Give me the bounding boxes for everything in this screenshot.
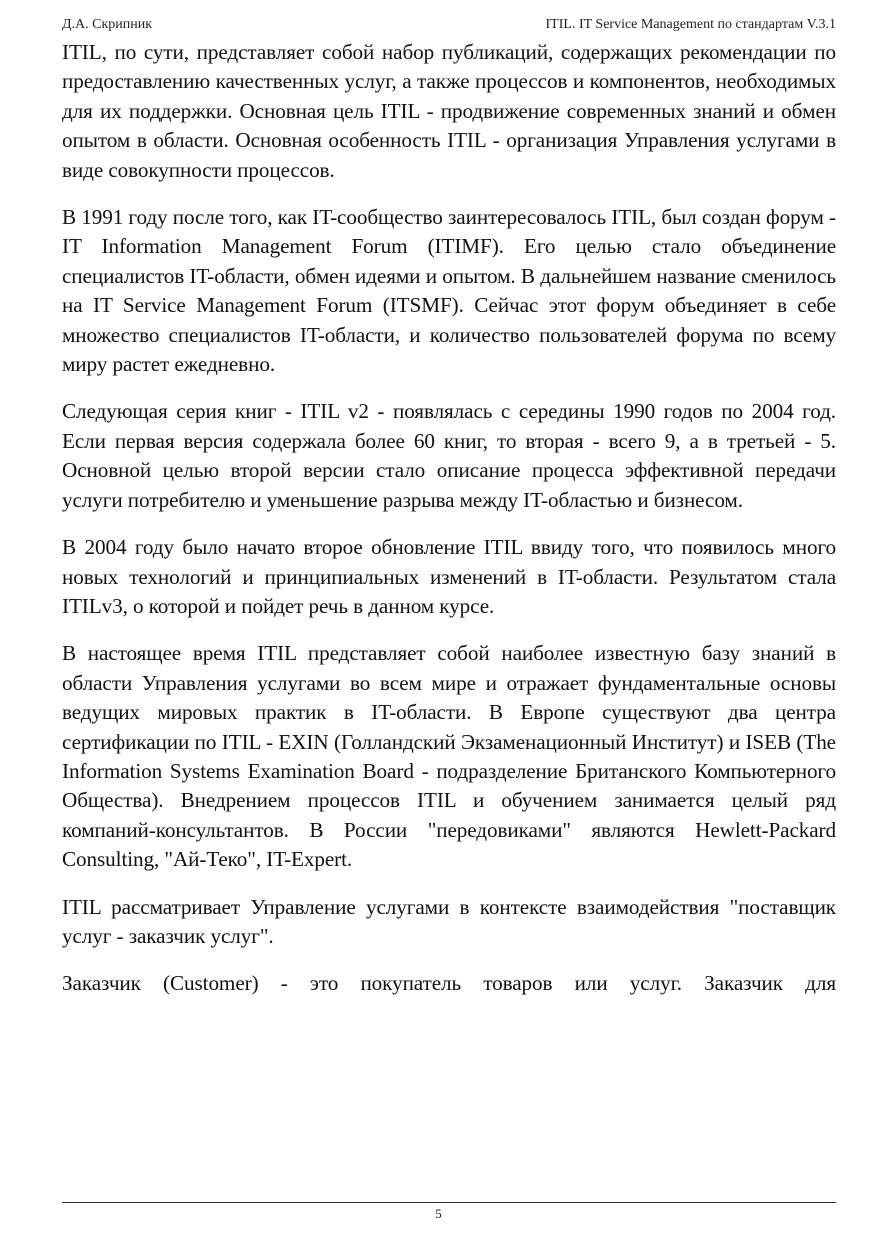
page-number: 5 xyxy=(435,1206,442,1221)
paragraph-provider-customer: ITIL рассматривает Управление услугами в контексте взаимодействия "поставщик услуг - заказчик услуг". xyxy=(62,894,836,948)
paragraph-itil-v2: Следующая серия книг - ITIL v2 - появлялась с середины 1990 годов по 2004 год. Если первая версия содержала более 60 книг, то вторая - всего 9, а в третьей - 5. Основной целью второй версии стало описание процесса эффективной передачи услуги потребителю и уменьшение разрыва между IT-областью и бизнесом. xyxy=(62,399,836,512)
running-header xyxy=(62,15,836,35)
footer-divider xyxy=(62,1202,836,1203)
paragraph-itsmf-history: В 1991 году после того, как IT-сообщество заинтересовалось ITIL, был создан форум - IT Information Management Forum (ITIMF). Его целью стало объединение специалистов IT-области, обмен идеями и опытом. В дальнейшем название сменилось на IT Service Management Forum (ITSMF). Сейчас этот форум объединяет в себе множество специалистов IT-области, и количество пользователей форума по всему миру растет ежедневно. xyxy=(62,205,836,377)
body-text xyxy=(62,38,836,1017)
header-document-title: ITIL. IT Service Management по стандартам V.3.1 xyxy=(545,17,836,32)
paragraph-itil-v3: В 2004 году было начато второе обновление ITIL ввиду того, что появилось много новых технологий и принципиальных изменений в IT-области. Результатом стала ITILv3, о которой и пойдет речь в данном курсе. xyxy=(62,535,836,618)
paragraph-itil-overview: ITIL, по сути, представляет собой набор публикаций, содержащих рекомендации по предоставлению качественных услуг, а также процессов и компонентов, необходимых для их поддержки. Основная цель ITIL - продвижение современных знаний и обмен опытом в области. Основная особенность ITIL - организация Управления услугами в виде совокупности процессов. xyxy=(62,40,836,182)
paragraph-itil-today: В настоящее время ITIL представляет собой наиболее известную базу знаний в области Управления услугами во всем мире и отражает фундаментальные основы ведущих мировых практик в IT-области. В Европе существуют два центра сертификации по ITIL - EXIN (Голландский Экзаменационный Институт) и ISEB (The Information Systems Examination Board - подразделение Британского Компьютерного Общества). Внедрением процессов ITIL и обучением занимается целый ряд компаний-консультантов. В России "передовиками" являются Hewlett-Packard Consulting, "Ай-Теко", IT-Expert. xyxy=(62,641,836,872)
header-author: Д.А. Скрипник xyxy=(62,17,153,32)
paragraph-customer-definition: Заказчик (Customer) - это покупатель товаров или услуг. Заказчик для xyxy=(62,971,836,996)
